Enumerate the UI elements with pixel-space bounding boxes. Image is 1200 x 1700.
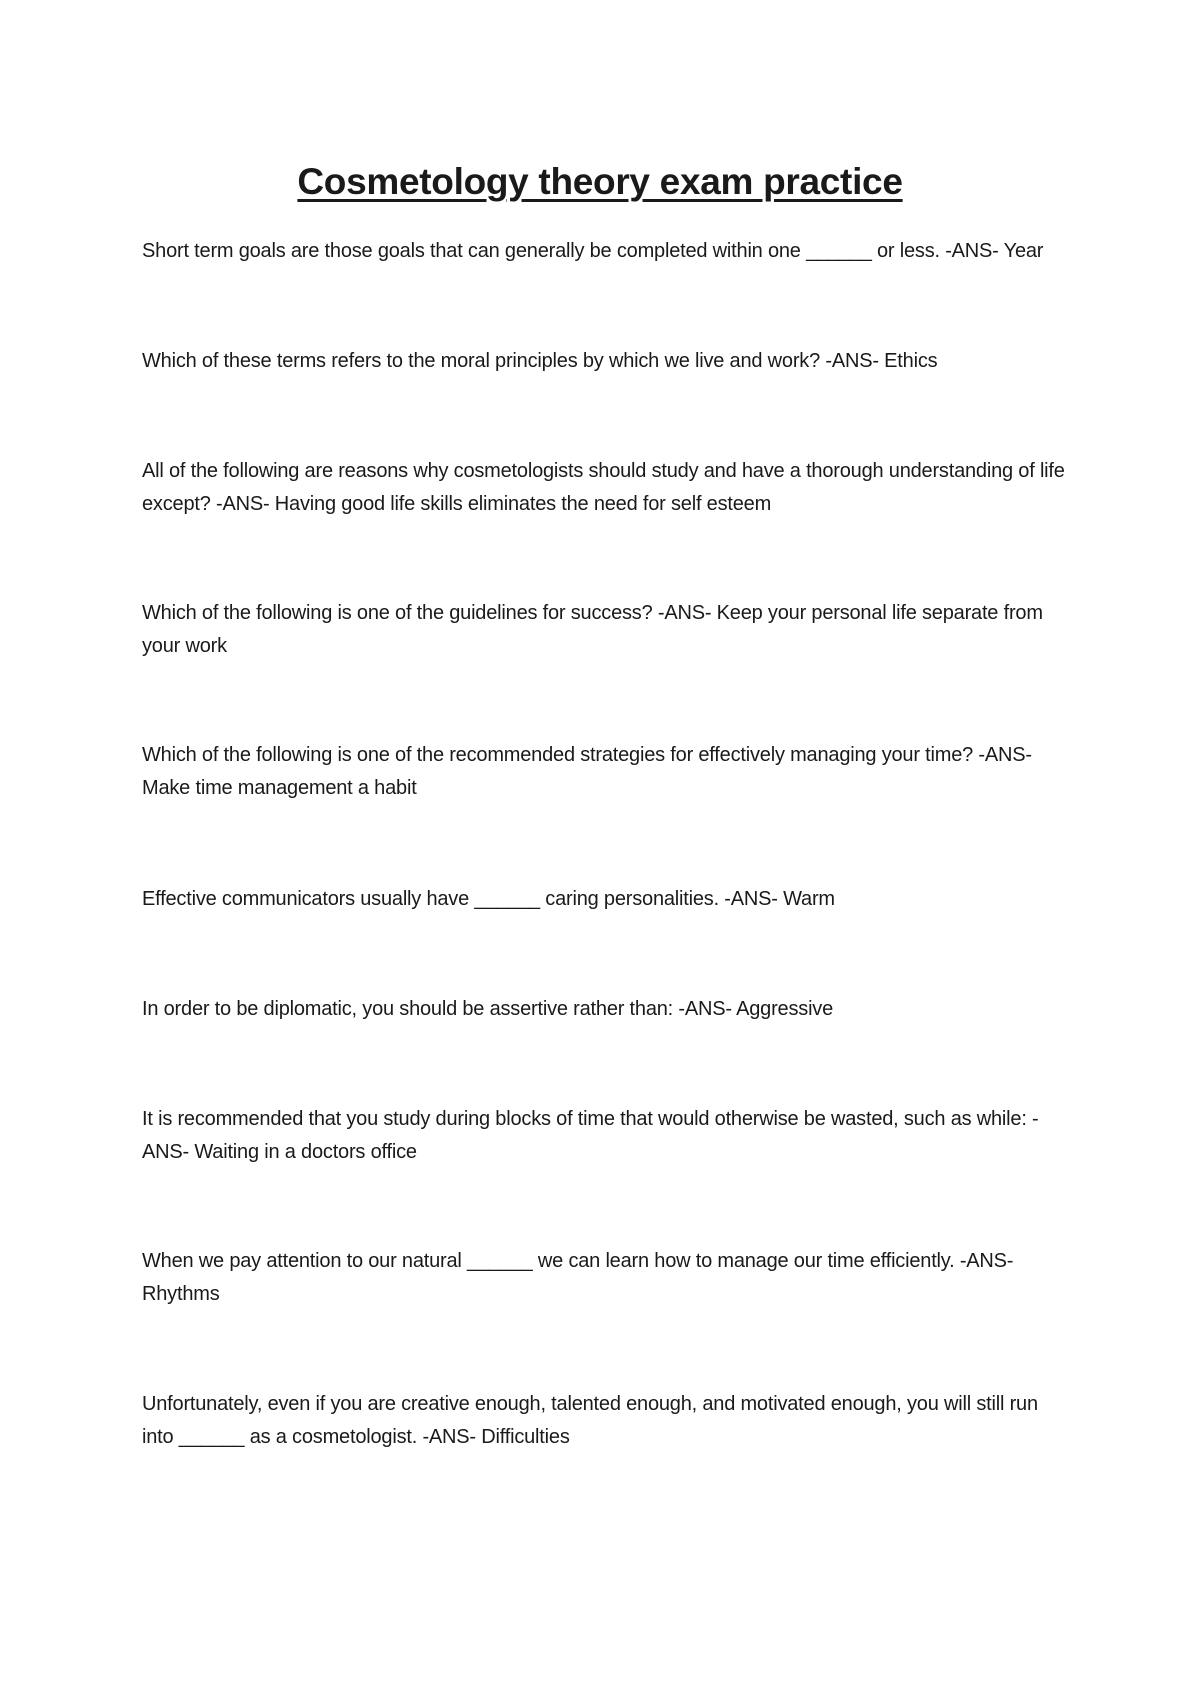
qa-item-6: Effective communicators usually have ______ caring personalities. -ANS- Warm <box>142 888 835 910</box>
qa-item-10: Unfortunately, even if you are creative enough, talented enough, and motivated enough, you will still run into ______ as a cosmetologist. -ANS- Difficulties <box>142 1393 1038 1448</box>
qa-item-7: In order to be diplomatic, you should be assertive rather than: -ANS- Aggressive <box>142 998 834 1020</box>
qa-item-4: Which of the following is one of the guidelines for success? -ANS- Keep your personal life separate from your work <box>142 602 1043 657</box>
qa-item-1: Short term goals are those goals that can generally be completed within one ______ or less. -ANS- Year <box>142 240 1044 262</box>
document-title-text: Cosmetology theory exam practice <box>297 161 903 202</box>
qa-item-8: It is recommended that you study during blocks of time that would otherwise be wasted, such as while: -ANS- Waiting in a doctors office <box>142 1108 1039 1163</box>
document-title <box>0 158 1200 206</box>
qa-item-5: Which of the following is one of the recommended strategies for effectively managing your time? -ANS- Make time management a habit <box>142 744 1032 799</box>
qa-item-3: All of the following are reasons why cosmetologists should study and have a thorough understanding of life except? -ANS- Having good life skills eliminates the need for self esteem <box>142 460 1065 515</box>
qa-item-2: Which of these terms refers to the moral principles by which we live and work? -ANS- Ethics <box>142 350 938 372</box>
qa-item-9: When we pay attention to our natural ______ we can learn how to manage our time efficiently. -ANS- Rhythms <box>142 1250 1014 1305</box>
